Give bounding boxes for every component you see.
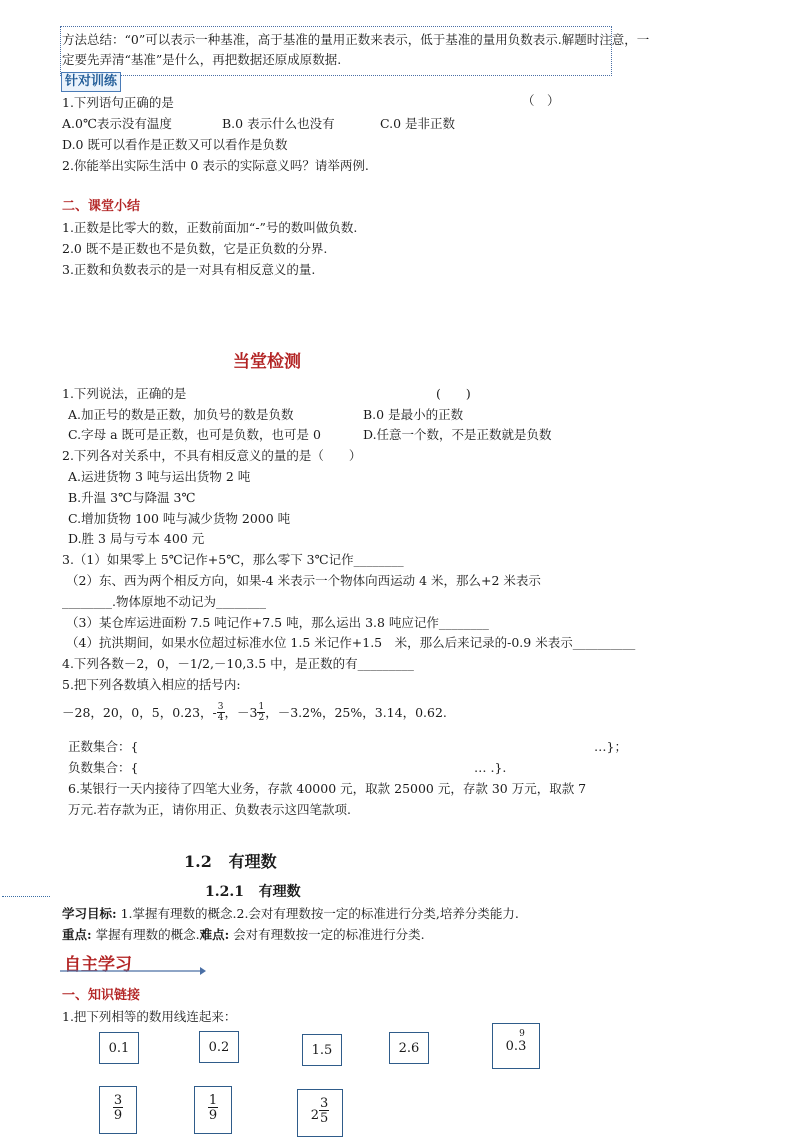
positive-set-end: …}； <box>594 739 627 754</box>
q5-numbers-separator: ，－3 <box>224 704 258 720</box>
self-study-q1: 1.把下列相等的数用线连起来： <box>62 1009 237 1024</box>
self-study-banner: 自主学习 <box>64 955 132 975</box>
subsection-title-number: 1.2.1 <box>205 884 244 900</box>
fraction-box-2 <box>194 1086 232 1134</box>
practice-q1-option-d: D.0 既可以看作是正数又可以看作是负数 <box>62 137 288 152</box>
section-title <box>184 852 277 872</box>
subsection-title <box>205 884 301 902</box>
number-box-4: 2.6 <box>389 1032 429 1064</box>
q5-fraction-2-denominator: 2 <box>258 713 265 723</box>
quiz-q1-option-d: D.任意一个数，不是正数就是负数 <box>363 427 552 442</box>
quiz-q3-part-3: （3）某仓库运进面粉 7.5 吨记作+7.5 吨，那么运出 3.8 吨应记作________ <box>66 615 489 630</box>
quiz-q2-option-b: B.升温 3℃与降温 3℃ <box>68 490 196 505</box>
class-summary-item-1: 1.正数是比零大的数，正数前面加“-”号的数叫做负数. <box>62 220 358 235</box>
fraction-box-3 <box>297 1089 343 1137</box>
number-box-5-digit: 3 <box>518 1038 527 1054</box>
quiz-q5-number-list <box>62 703 447 723</box>
quiz-q3-part-1: 3.（1）如果零上 5℃记作+5℃，那么零下 3℃记作________ <box>62 552 404 567</box>
number-box-5-superscript: 9 <box>519 1028 525 1039</box>
key-points <box>62 927 425 943</box>
subsection-title-text: 有理数 <box>258 884 301 900</box>
practice-q1-option-c: C.0 是非正数 <box>380 116 456 131</box>
method-summary-line-2: 定要先弄清“基准”是什么，再把数据还原成原数据. <box>62 52 342 67</box>
q5-numbers-part-a: －28，20，0，5，0.23，- <box>62 704 217 720</box>
quiz-q1-stem: 1.下列说法，正确的是 <box>62 386 187 401</box>
q5-fraction-1-numerator: 3 <box>217 702 224 712</box>
fraction-box-3-whole: 2 <box>310 1108 319 1123</box>
fraction-box-3-denominator: 5 <box>320 1111 329 1126</box>
number-box-5 <box>492 1023 540 1069</box>
learning-goals-text: 1.掌握有理数的概念.2.会对有理数按一定的标准进行分类,培养分类能力. <box>116 906 519 921</box>
negative-set-label: 负数集合：{ <box>68 760 139 775</box>
dotted-margin-line <box>2 896 50 897</box>
quiz-q2-option-c: C.增加货物 100 吨与减少货物 2000 吨 <box>68 511 291 526</box>
number-box-3: 1.5 <box>302 1034 342 1066</box>
quiz-q6-line-1: 6.某银行一天内接待了四笔大业务，存款 40000 元，取款 25000 元，存款 30 万元，取款 7 <box>68 781 587 796</box>
fraction-box-1 <box>99 1086 137 1134</box>
practice-q2: 2.你能举出实际生活中 0 表示的实际意义吗？请举两例. <box>62 158 369 173</box>
number-box-1: 0.1 <box>99 1032 139 1064</box>
banner-arrow-icon <box>58 962 208 976</box>
practice-q1-option-a: A.0℃表示没有温度 <box>62 116 172 131</box>
negative-set-end: … .}. <box>474 760 507 775</box>
class-summary-heading: 二、课堂小结 <box>62 199 141 214</box>
quiz-q4: 4.下列各数－2，0，－1/2,－10,3.5 中，是正数的有_________ <box>62 656 414 671</box>
quiz-q3-part-2a: （2）东、西为两个相反方向，如果-4 米表示一个物体向西运动 4 米，那么+2 米表示 <box>66 573 541 588</box>
quiz-q1-option-b: B.0 是最小的正数 <box>363 407 464 422</box>
q5-fraction-1 <box>217 703 225 723</box>
q5-fraction-2-numerator: 1 <box>258 702 265 712</box>
fraction-box-1-numerator: 3 <box>113 1093 123 1108</box>
q5-numbers-part-b: ，－3.2%，25%，3.14，0.62. <box>265 704 447 720</box>
class-summary-item-3: 3.正数和负数表示的是一对具有相反意义的量. <box>62 262 316 277</box>
quiz-q1-paren: ( ) <box>436 386 471 401</box>
quiz-q2-option-d: D.胜 3 局与亏本 400 元 <box>68 531 205 546</box>
quiz-q2-stem: 2.下列各对关系中，不具有相反意义的量的是（ ） <box>62 448 362 463</box>
q5-fraction-1-denominator: 4 <box>217 713 224 723</box>
quiz-q6-line-2: 万元.若存款为正，请你用正、负数表示这四笔款项. <box>68 802 351 817</box>
quiz-q3-part-4: （4）抗洪期间，如果水位超过标准水位 1.5 米记作+1.5 米，那么后来记录的-0.9 米表示__________ <box>66 635 636 650</box>
fraction-box-2-numerator: 1 <box>208 1093 218 1108</box>
quiz-q3-part-2b: ________.物体原地不动记为________ <box>62 594 266 609</box>
fraction-box-3-numerator: 3 <box>320 1096 329 1111</box>
learning-goals-label: 学习目标: <box>62 906 117 921</box>
fraction-box-2-denominator: 9 <box>208 1108 218 1123</box>
knowledge-link-heading: 一、知识链接 <box>62 988 141 1003</box>
positive-set-label: 正数集合：{ <box>68 739 139 754</box>
difficulty-label: 难点: <box>199 927 230 942</box>
practice-q1-option-b: B.0 表示什么也没有 <box>222 116 335 131</box>
difficulty-text: 会对有理数按一定的标准进行分类. <box>229 927 425 942</box>
quiz-q2-option-a: A.运进货物 3 吨与运出货物 2 吨 <box>68 469 251 484</box>
quiz-q1-option-a: A.加正号的数是正数，加负号的数是负数 <box>68 407 294 422</box>
section-title-number: 1.2 <box>184 852 212 871</box>
key-point-text: 掌握有理数的概念. <box>91 927 200 942</box>
practice-tag: 针对训练 <box>61 72 121 92</box>
practice-q1-paren: （ ） <box>522 93 560 108</box>
class-summary-item-2: 2.0 既不是正数也不是负数，它是正负数的分界. <box>62 241 328 256</box>
quiz-title: 当堂检测 <box>233 352 301 372</box>
section-title-text: 有理数 <box>228 852 277 871</box>
fraction-box-1-denominator: 9 <box>113 1108 123 1123</box>
practice-q1-stem: 1.下列语句正确的是 <box>62 95 174 110</box>
key-point-label: 重点: <box>62 927 92 942</box>
number-box-2: 0.2 <box>199 1031 239 1063</box>
number-box-5-integer: 0. <box>505 1038 519 1054</box>
quiz-q5-stem: 5.把下列各数填入相应的括号内: <box>62 677 241 692</box>
method-summary-line-1: 方法总结：“0”可以表示一种基准，高于基准的量用正数来表示，低于基准的量用负数表示.解题时注意，一 <box>62 32 650 47</box>
quiz-q1-option-c: C.字母 a 既可是正数，也可是负数，也可是 0 <box>68 427 321 442</box>
learning-goals <box>62 906 519 922</box>
